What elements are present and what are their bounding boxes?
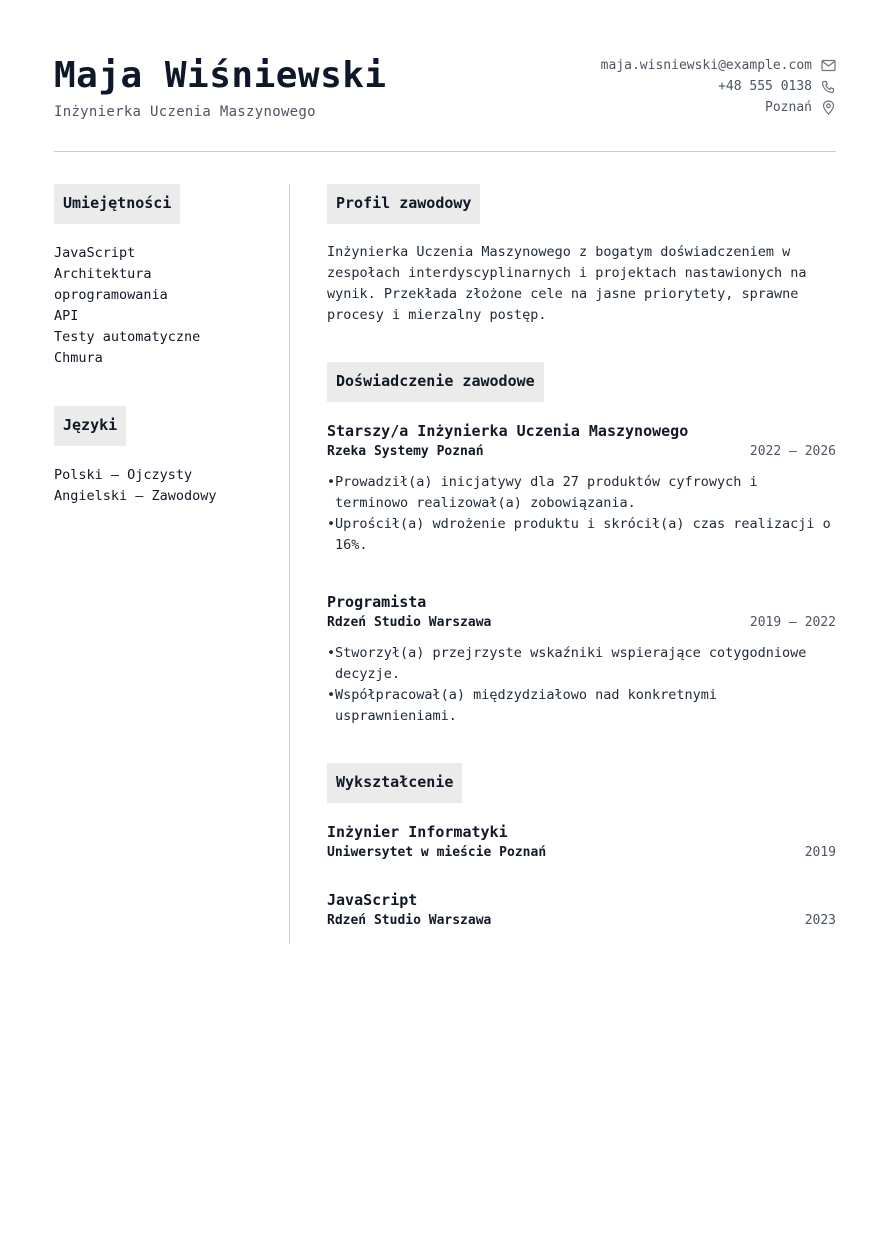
skill-item: JavaScript	[54, 245, 136, 261]
skills-list	[54, 243, 274, 369]
sidebar	[54, 184, 274, 507]
bullet-marker: •	[327, 687, 336, 703]
job-entry	[327, 592, 836, 727]
job-bullets	[327, 472, 836, 556]
education-meta	[327, 844, 836, 862]
skill-item: oprogramowania	[54, 287, 168, 303]
bullet-marker: •	[327, 474, 336, 490]
education-year: 2023	[804, 913, 836, 928]
language-item: Angielski — Zawodowy	[54, 488, 217, 504]
profile-title: Profil zawodowy	[327, 184, 480, 224]
profile-line: Inżynierka Uczenia Maszynowego z bogatym doświadczeniem w	[327, 244, 791, 260]
skill-item: API	[54, 308, 79, 324]
contact-phone[interactable]	[601, 76, 836, 97]
bullet-text: Współpracował(a) międzydziałowo nad konkretnymi usprawnieniami.	[335, 687, 718, 724]
contact-location-text: Poznań	[765, 100, 812, 115]
contact-location	[601, 97, 836, 118]
bullet-marker: •	[327, 645, 336, 661]
header-divider	[54, 151, 836, 152]
main-column	[327, 184, 836, 930]
skills-title: Umiejętności	[54, 184, 180, 224]
bullet-text: Prowadził(a) inicjatywy dla 27 produktów cyfrowych i terminowo realizował(a) zobowiązania.	[335, 474, 758, 511]
map-pin-icon	[821, 100, 836, 115]
mail-icon	[821, 59, 836, 72]
job-entry	[327, 421, 836, 556]
profile-summary	[327, 242, 807, 326]
job-bullet	[327, 643, 836, 685]
bullet-marker: •	[327, 516, 336, 532]
job-bullets	[327, 643, 836, 727]
skill-item: Testy automatyczne	[54, 329, 201, 345]
experience-title: Doświadczenie zawodowe	[327, 362, 544, 402]
contact-email-text[interactable]: maja.wisniewski@example.com	[600, 58, 812, 73]
education-entry	[327, 822, 836, 862]
education-school: Uniwersytet w mieście Poznań	[327, 845, 547, 860]
education-year: 2019	[804, 845, 836, 860]
education-entry	[327, 890, 836, 930]
contact-email[interactable]	[601, 55, 836, 76]
phone-icon	[821, 80, 836, 94]
job-title: Programista	[327, 593, 427, 611]
contact-phone-text[interactable]: +48 555 0138	[718, 79, 812, 94]
profile-section	[327, 184, 836, 326]
job-company: Rdzeń Studio Warszawa	[327, 615, 492, 630]
job-bullet	[327, 514, 836, 556]
skill-item: Architektura	[54, 266, 152, 282]
education-school: Rdzeń Studio Warszawa	[327, 913, 492, 928]
job-meta	[327, 614, 836, 632]
languages-title: Języki	[54, 406, 126, 446]
job-company: Rzeka Systemy Poznań	[327, 444, 484, 459]
profile-line: zespołach interdyscyplinarnych i projektach nastawionych na	[327, 265, 807, 281]
experience-section	[327, 362, 836, 727]
job-bullet	[327, 685, 836, 727]
bullet-text: Stworzył(a) przejrzyste wskaźniki wspierające cotygodniowe decyzje.	[335, 645, 807, 682]
profile-line: wynik. Przekłada złożone cele na jasne priorytety, sprawne	[327, 286, 799, 302]
job-meta	[327, 443, 836, 461]
education-degree: JavaScript	[327, 891, 418, 909]
skills-section	[54, 184, 274, 369]
job-title: Starszy/a Inżynierka Uczenia Maszynowego	[327, 422, 689, 440]
column-divider	[289, 184, 290, 944]
education-meta	[327, 912, 836, 930]
job-bullet	[327, 472, 836, 514]
languages-section	[54, 406, 274, 507]
education-degree: Inżynier Informatyki	[327, 823, 508, 841]
language-item: Polski — Ojczysty	[54, 467, 193, 483]
candidate-name: Maja Wiśniewski	[54, 55, 387, 96]
contact-block	[601, 55, 836, 118]
job-dates: 2019 — 2022	[749, 615, 836, 630]
education-title: Wykształcenie	[327, 763, 462, 803]
job-dates: 2022 — 2026	[749, 444, 836, 459]
bullet-text: Uprościł(a) wdrożenie produktu i skrócił(a) czas realizacji o 16%.	[335, 516, 831, 553]
languages-list	[54, 465, 274, 507]
profile-line: procesy i mierzalny postęp.	[327, 307, 547, 323]
education-section	[327, 763, 836, 930]
candidate-role: Inżynierka Uczenia Maszynowego	[54, 104, 316, 120]
skill-item: Chmura	[54, 350, 103, 366]
